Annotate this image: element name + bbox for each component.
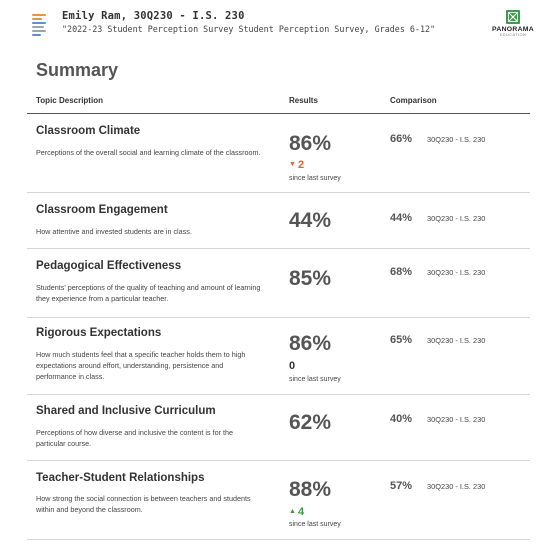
summary-heading: Summary (36, 60, 119, 80)
comparison-percent: 44% (390, 212, 413, 224)
since-last-survey: since last survey (289, 521, 341, 528)
comparison-percent: 40% (390, 413, 413, 425)
up-arrow-icon: ▲ (289, 508, 296, 515)
result-percent: 86% (289, 132, 332, 155)
result-percent: 85% (289, 267, 332, 290)
comparison-label: 30Q230 - I.S. 230 (427, 135, 486, 144)
change-value: 0 (289, 360, 296, 372)
topic-row-classroom-engagement (27, 193, 530, 249)
topic-title: Classroom Engagement (36, 204, 168, 216)
logo-wordmark: PANORAMA (492, 26, 534, 33)
report-header (30, 8, 550, 48)
change-indicator (289, 506, 304, 518)
comparison-percent: 57% (390, 480, 413, 492)
survey-name: "2022-23 Student Perception Survey Student Perception Survey, Grades 6-12" (62, 24, 436, 34)
topic-description: How attentive and invested students are in class. (36, 227, 192, 236)
comparison-percent: 68% (390, 266, 413, 278)
topic-title: Rigorous Expectations (36, 327, 162, 339)
comparison-label: 30Q230 - I.S. 230 (427, 268, 486, 277)
comparison-label: 30Q230 - I.S. 230 (427, 214, 486, 223)
result-percent: 86% (289, 332, 332, 355)
down-arrow-icon: ▼ (289, 161, 296, 168)
topic-title: Teacher-Student Relationships (36, 472, 205, 484)
change-indicator (289, 360, 295, 372)
comparison-percent: 66% (390, 133, 413, 145)
topic-row-shared-inclusive-curriculum (27, 395, 530, 461)
change-value: 2 (297, 159, 305, 171)
comparison-label: 30Q230 - I.S. 230 (427, 336, 486, 345)
topic-description: How much students feel that a specific teacher holds them to high expectations around effort, understanding, persistence and performance in class. (36, 350, 246, 381)
panorama-logo-mark (506, 10, 520, 24)
since-last-survey: since last survey (289, 376, 341, 383)
result-percent: 44% (289, 209, 332, 232)
report-title-block (62, 10, 435, 34)
column-header-comparison: Comparison (390, 96, 437, 105)
comparison-percent: 65% (390, 334, 413, 346)
topic-description: Students' perceptions of the quality of teaching and amount of learning they experience from a particular teacher. (36, 283, 261, 303)
topic-row-pedagogical-effectiveness (27, 249, 530, 318)
change-indicator (289, 159, 304, 171)
logo-subtitle: EDUCATION (499, 33, 527, 37)
column-header-topic: Topic Description (36, 96, 103, 105)
topic-title: Shared and Inclusive Curriculum (36, 405, 216, 417)
topic-row-teacher-student-relationships (27, 461, 530, 540)
report-icon (30, 14, 50, 38)
topic-row-classroom-climate (27, 114, 530, 193)
panorama-logo (488, 10, 538, 37)
topic-description: Perceptions of how diverse and inclusive the content is for the particular course. (36, 428, 233, 448)
topic-title: Pedagogical Effectiveness (36, 260, 182, 272)
topic-description: Perceptions of the overall social and learning climate of the classroom. (36, 148, 261, 157)
topic-row-rigorous-expectations (27, 318, 530, 395)
comparison-label: 30Q230 - I.S. 230 (427, 415, 486, 424)
result-percent: 62% (289, 411, 332, 434)
column-header-results: Results (289, 96, 318, 105)
change-value: 4 (297, 506, 305, 518)
since-last-survey: since last survey (289, 175, 341, 182)
topic-description: How strong the social connection is between teachers and students within and beyond the classroom. (36, 494, 251, 514)
result-percent: 88% (289, 478, 332, 501)
teacher-school-name: Emily Ram, 30Q230 - I.S. 230 (62, 10, 245, 22)
comparison-label: 30Q230 - I.S. 230 (427, 482, 486, 491)
topic-title: Classroom Climate (36, 125, 141, 137)
